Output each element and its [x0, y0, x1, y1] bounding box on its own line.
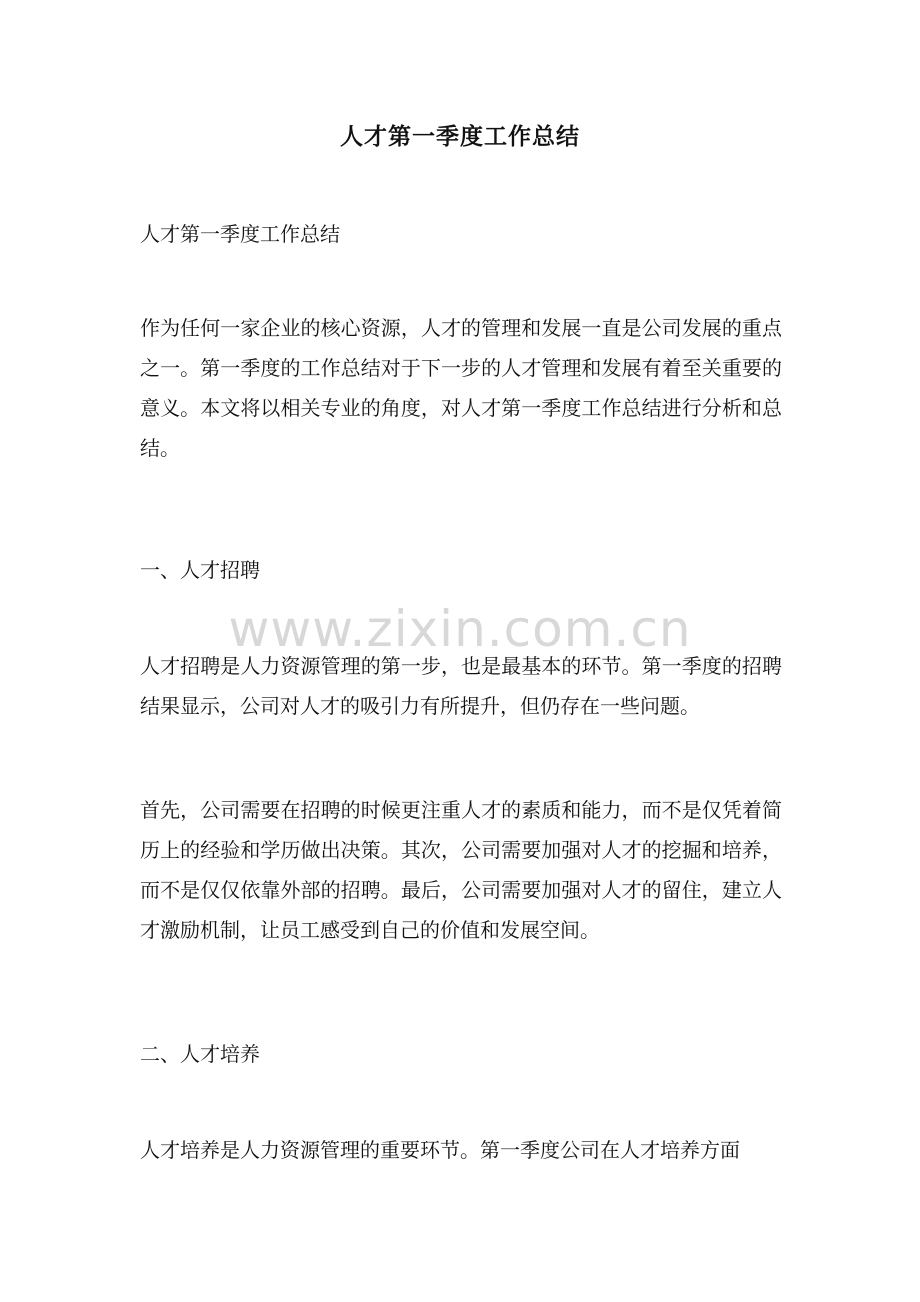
watermark: www.zixin.com.cn: [228, 600, 692, 658]
document-subtitle: 人才第一季度工作总结: [140, 222, 340, 246]
intro-paragraph: 作为任何一家企业的核心资源，人才的管理和发展一直是公司发展的重点之一。第一季度的工作总结对于下一步的人才管理和发展有着至关重要的意义。本文将以相关专业的角度，对人才第一季度工作总结进行分析和总结。: [140, 316, 782, 460]
section-heading-recruitment: 一、人才招聘: [140, 558, 260, 582]
recruitment-paragraph-1: 人才招聘是人力资源管理的第一步，也是最基本的环节。第一季度的招聘结果显示，公司对人才的吸引力有所提升，但仍存在一些问题。: [140, 654, 782, 718]
recruitment-paragraph-2: 首先，公司需要在招聘的时候更注重人才的素质和能力，而不是仅凭着简历上的经验和学历做出决策。其次，公司需要加强对人才的挖掘和培养，而不是仅仅依靠外部的招聘。最后，公司需要加强对人才的留住，建立人才激励机制，让员工感受到自己的价值和发展空间。: [140, 798, 782, 942]
training-paragraph-1: 人才培养是人力资源管理的重要环节。第一季度公司在人才培养方面: [140, 1138, 740, 1162]
document-title: 人才第一季度工作总结: [340, 123, 580, 150]
section-heading-training: 二、人才培养: [140, 1042, 260, 1066]
